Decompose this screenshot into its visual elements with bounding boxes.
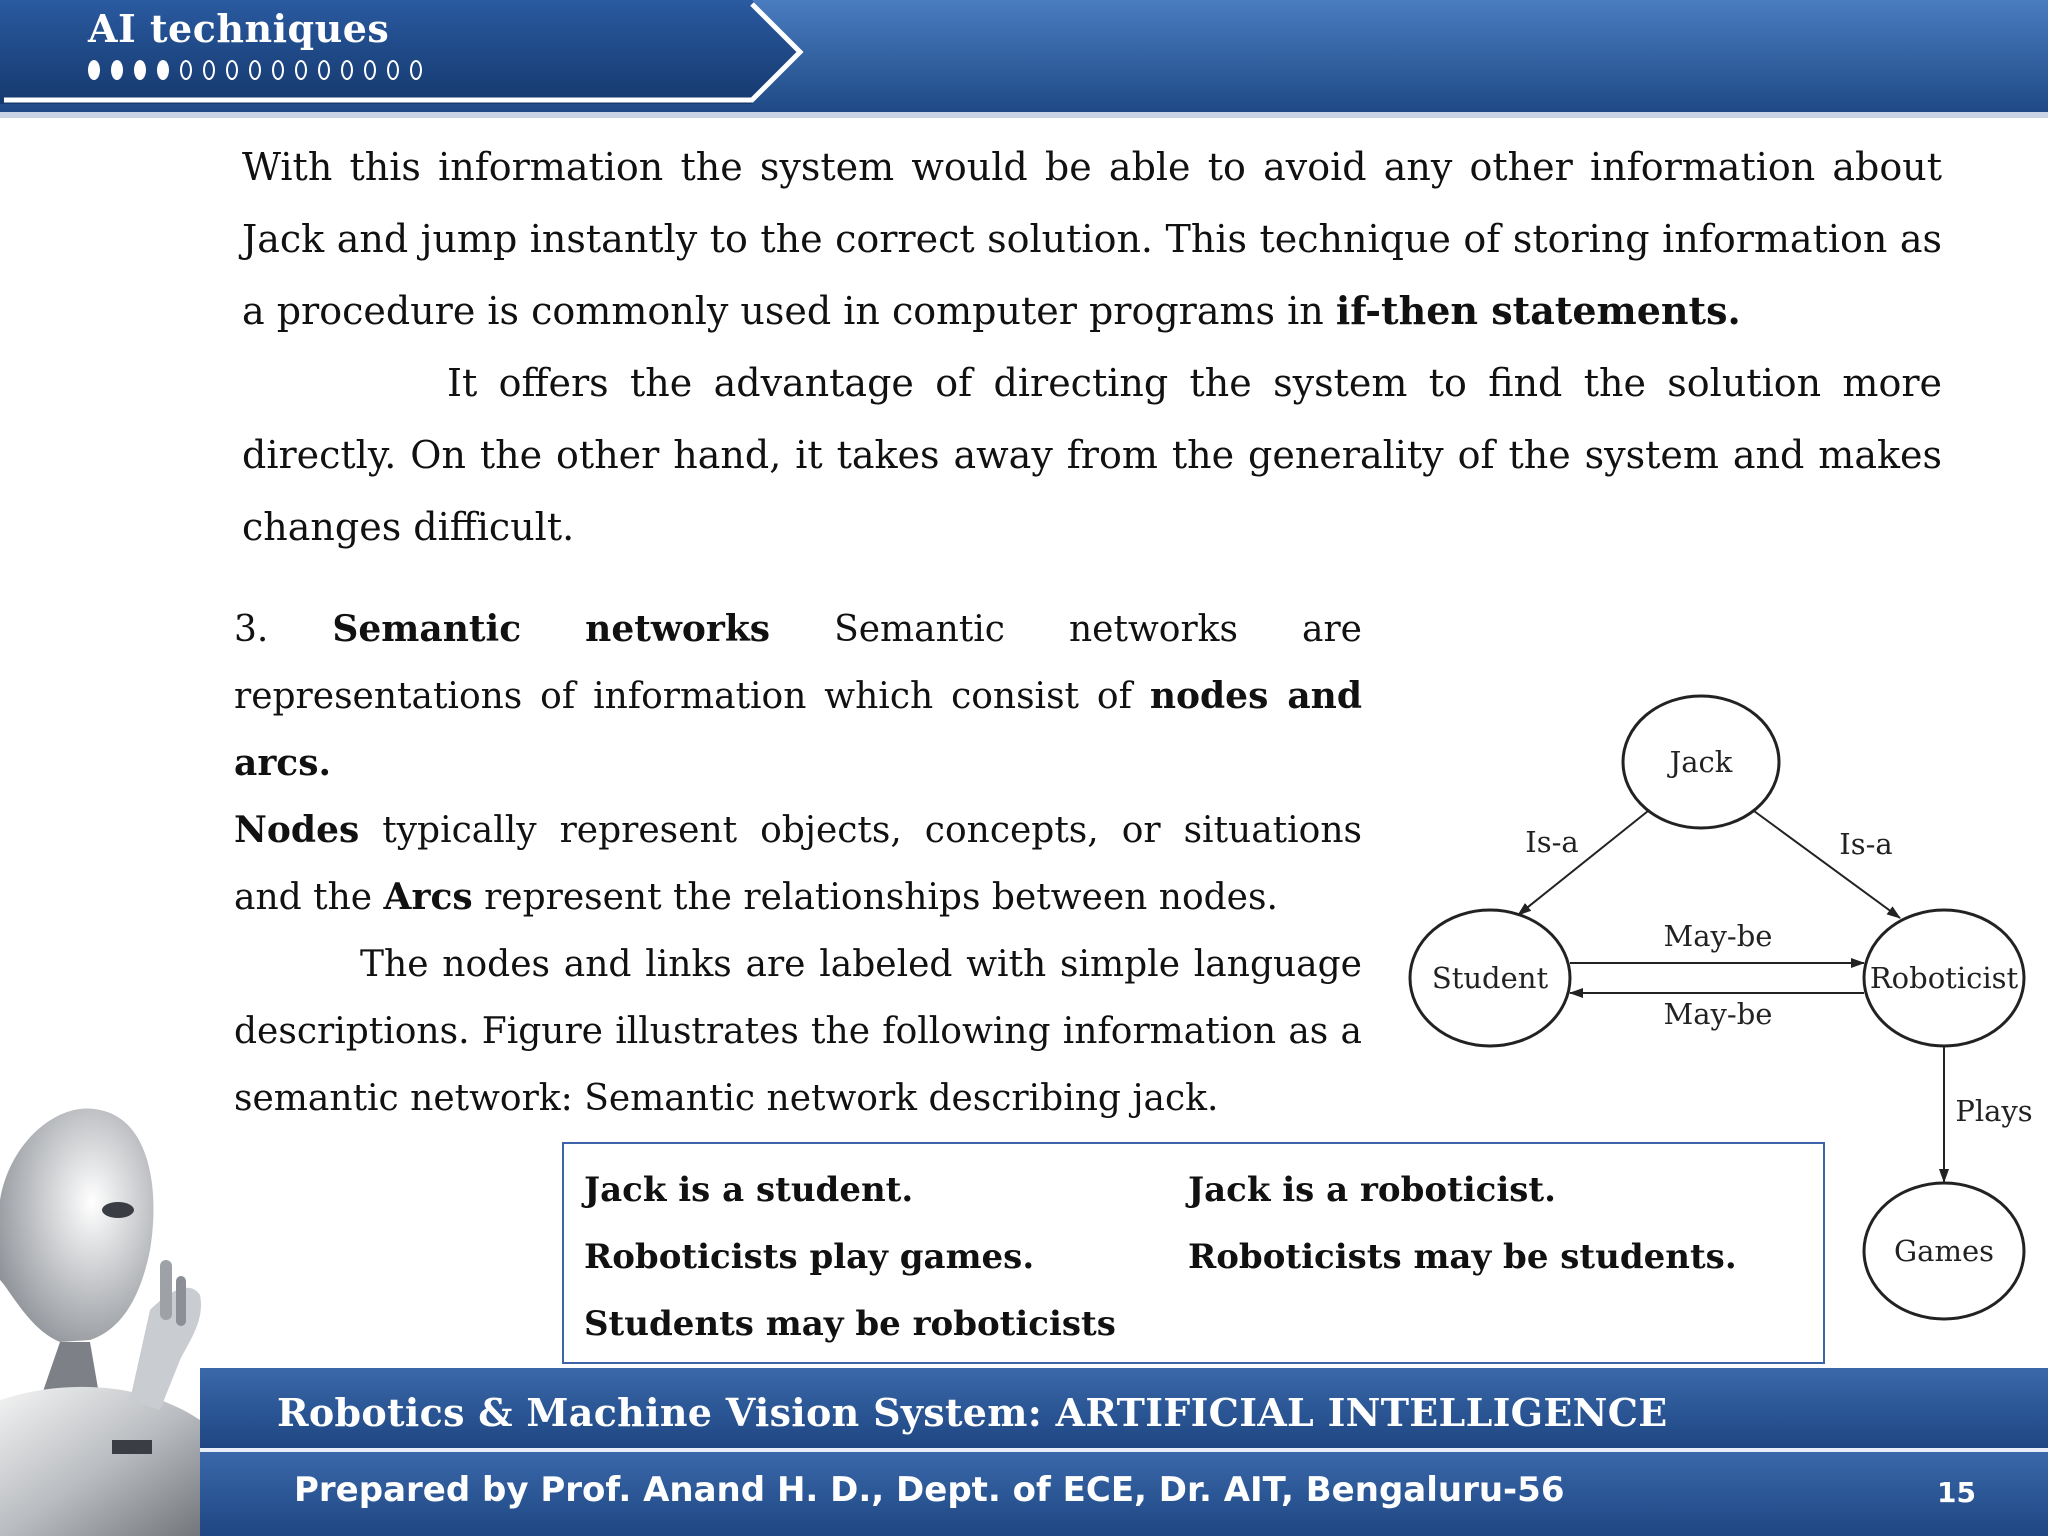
fact-jack-roboticist: Jack is a roboticist. [1188,1170,1556,1210]
progress-dot [387,60,399,80]
nodes-and-arcs-term: nodes and arcs. [234,675,1362,784]
nodes-arcs-description [234,797,1362,931]
networks-word: networks [1069,609,1238,650]
label-isa-left: Is-a [1525,825,1579,859]
arcs-text: represent the relationships between nodes. [472,877,1278,918]
semantic-definition [234,663,1362,797]
label-student: Student [1431,961,1549,995]
item-number: 3. [234,609,269,650]
footer-bar [0,1368,2048,1536]
nodes-text: typically represent objects, concepts, or situations and the [234,810,1362,918]
semantic-networks-section [234,596,1362,1132]
fact-roboticists-games: Roboticists play games. [584,1237,1035,1277]
if-then-term: if-then statements. [1335,288,1741,333]
prepared-by: Prepared by Prof. Anand H. D., Dept. of ECE, Dr. AIT, Bengaluru-56 [294,1470,1565,1510]
fact-jack-student: Jack is a student. [584,1170,914,1210]
header-bar [0,0,2048,118]
slide-title: AI techniques [88,6,390,51]
definition-text: representations of information which consist of [234,676,1150,717]
page-number: 15 [1937,1476,1976,1509]
label-maybe-top: May-be [1663,919,1773,953]
progress-dot [203,60,215,80]
progress-dot [318,60,330,80]
paragraph-advantage: It offers the advantage of directing the system to find the solution more directly. On the other hand, it takes away from the generality of the system and makes changes difficult. [242,361,1942,549]
semantic-heading-line [234,596,1362,663]
paragraph-procedural [242,131,1942,347]
progress-dot [180,60,192,80]
fact-students-roboticists: Students may be roboticists [584,1304,1116,1344]
semantic-word: Semantic [834,609,1005,650]
progress-dot [88,60,100,80]
label-maybe-bottom: May-be [1663,997,1773,1031]
progress-dot [111,60,123,80]
paragraph-procedural-text: With this information the system would be able to avoid any other information about Jack and jump instantly to the correct solution. This technique of storing information as a procedure is commonly used in computer programs in [242,145,1942,333]
label-isa-right: Is-a [1839,827,1893,861]
label-games: Games [1894,1234,1994,1268]
slide-progress-dots [88,60,422,80]
label-jack: Jack [1669,745,1733,779]
are-word: are [1301,609,1362,650]
semantic-term: Semantic [332,608,522,650]
progress-dot [295,60,307,80]
progress-dot [364,60,376,80]
progress-dot [272,60,284,80]
progress-dot [157,60,169,80]
progress-dot [341,60,353,80]
progress-dot [410,60,422,80]
facts-box [562,1142,1825,1364]
networks-term: networks [585,608,771,650]
label-plays: Plays [1955,1094,2033,1128]
labeling-description: The nodes and links are labeled with simple language descriptions. Figure illustrates the following information as a semantic network: Semantic network describing jack. [234,944,1362,1119]
progress-dot [134,60,146,80]
nodes-term: Nodes [234,809,360,851]
course-title: Robotics & Machine Vision System: ARTIFICIAL INTELLIGENCE [277,1390,1668,1435]
progress-dot [226,60,238,80]
arcs-term: Arcs [383,876,473,918]
progress-dot [249,60,261,80]
label-roboticist: Roboticist [1869,961,2019,995]
fact-roboticists-students: Roboticists may be students. [1188,1237,1737,1277]
